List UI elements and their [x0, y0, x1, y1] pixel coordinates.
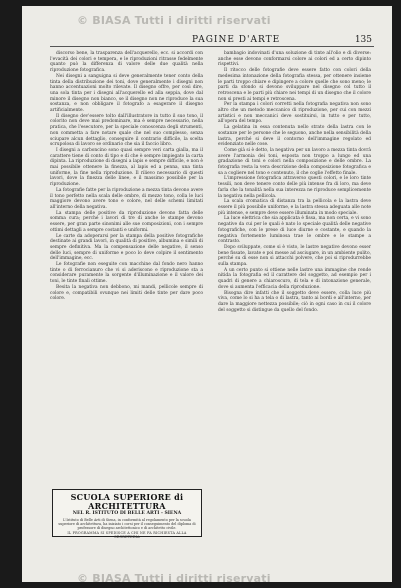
paragraph: Come già si è detto, la negativa per un lavoro a mezza tinta dovrà avere l'armonia dei toni, esposta non troppo a lungo ed una gradazione di toni e colori nella composizione e delle ombre. La fotografia resta la vera descrizione della composizione fotografica e sa a cogliere nel tono e contenuto, il che coglie l'effetto finale.: [218, 147, 371, 176]
paragraph: Dopo sviluppate, come si è visto, le lastre negative devono esser bene fissate, lavate e poi messe ad asciugare, in un ambiente pulito, perché su di esse non si attacchi polvere, che poi si riprodurrebbe sulla stampa.: [218, 244, 371, 268]
paragraph: Per la stampa i colori corretti nella fotografia negativa non sono altro che un metodo meccanico di riproduzione, per cui con mezzi artistici e non meccanici deve sostituirsi, in tutto e per tutto, all'opera del tempo.: [218, 102, 371, 125]
paragraph: Nei disegni a sanguigna si deve generalmente tener conto della tinta della distribuzione dei toni, dove generalmente i disegni non hanno accentuazioni molto rilevate. Il disegno offre, per così dire, una sola tinta per i disegni all'acquerello ed alla seppia, dove dal minore il disegno non bianco, se il disegno non ne riproduce la sua sostanza, e non obbligare il fotografo a esagerare il disegno artificialmente.: [50, 73, 203, 114]
paragraph: Le carte da adoperarsi per la stampa della positive fotografiche destinate ai grandi lavori, in qualità di positive, albumina e simili di sempre definitiva. Ma la compensazione delle negative, il senso delle luci, sempre di uniforme e poco lo deve colpire il sentimento dell'immagine, ecc.: [50, 233, 203, 262]
paragraph: bambagio indovinati d'una soluzione di tinte all'olio e di diverse: anche esse devono conformarsi colore ai colori ed a certo dipinto rispettivi.: [218, 51, 371, 68]
paragraph: Le fotografie non eseguite con macchine dal fondo nero hanno tinte o di ferrocianuro che vi si aderiscono e riproduzione sta a considerare puramente la sorgente d'illuminazione e il valore dei toni, le tinte finali ottime.: [50, 262, 203, 285]
watermark-top: © BIASA Tutti i diritti riservati: [77, 14, 271, 27]
ad-footer: IL PROGRAMMA SI SPEDISCE A CHI NE FA RICHIESTA ALLA SEGRETERIA: [67, 530, 187, 539]
paragraph: La stampa delle positive da riproduzione devono fatta delle somma cura; perché i lavori di tre di anche le stampe devono essere, per gran parte sinonimi alle sue composizioni, con i sempre ottimi dettagli a sempre costanti e uniformi.: [50, 210, 203, 233]
paragraph: La luce elettrica che sia applicata è fissa, ma non certa, e vi sono negative da cui per le quali è nato lo speciale qualità delle negative fotografiche, con le prese di luce diurne e costante, e quando la negativa fortemente luminosa trae le ombre e le stampe a contrasto.: [218, 216, 371, 245]
ad-title: SCUOLA SUPERIORE di ARCHITETTURA: [70, 492, 184, 511]
page-number: 135: [354, 35, 372, 45]
paragraph: La scala cromatica di distanza tra la pellicola e la lastra deve essere il più possibile uniforme, e la lastra stessa adeguata alle note più intense, e sempre deve essere illuminata in modo speciale.: [218, 199, 371, 216]
paragraph: Il ritocco delle fotografie deve essere fatto con colori della medesima intonazione della fotografia stessa, per ottenere insieme le parti troppo chiare e dipingere a colore quelle che sono meno; le parti da sfondo si devono sviluppare nel disegno col tutto il retroscena e le parti più chiare nei tempi di un disegno che il colore non si presti ai tempi e retroscena.: [218, 68, 371, 102]
running-header-title: PAGINE D'ARTE: [192, 35, 281, 45]
right-column: [218, 51, 371, 571]
paragraph: A un certo punto si ottiene nelle lastre una immagine che rende nitida la fotografia ed il carattere del soggetto, ad esempio per i quadri di genere a chiaroscuro, di tela e di intonazione generale, dove si aumenta l'efficacia della riproduzione.: [218, 267, 371, 290]
ad-body: L'Istituto di Belle Arti di Siena, in conformità al regolamento per la scuola superiore di architettura, ha iniziato i corsi per il conseguimento del diploma di professore di disegno architettonico e di architetto civile.: [58, 518, 196, 531]
ad-subtitle: NEL R. ISTITUTO DI BELLE ARTI - SIENA: [72, 511, 182, 516]
header-rule: [50, 46, 374, 47]
paragraph: L'impressione fotografica attraverso questi colori, e le loro tinte tessili, non deve tenere conto delle più intense fra di loro, ma deve farla che la tonalità nella sua interezza ne riproduce semplicemente la negativa nella pellicola.: [218, 176, 371, 199]
paragraph: Besita la negativa non debbono, mi mandi, pellicole sempre di colore e, compatibili ovunque nei limiti delle tinte per dare poco colore.: [50, 284, 203, 302]
document-page: [22, 6, 392, 585]
paragraph: Bisogna dire infatti che il soggetto deve essere, colla luce più viva, come lo si ha a tela o di lastra, tanto ai bordi e all'interno, per dare la maggiore nettezza possibile; ciò in ogni caso in cui il colore del soggetto si distingue da quello del fondo.: [218, 290, 371, 313]
watermark-bottom: © BIASA Tutti i diritti riservati: [77, 572, 271, 585]
paragraph: La fotografie fatte per la riproduzione a mezza tinta devono avere il tono perfetto nella scala delle ombre, di mezzo tono, colla le luci maggiore devono avere tono e colore, nel delle schemi limitati all'interno della negativa.: [50, 187, 204, 210]
left-column: [50, 51, 203, 463]
school-advertisement: [52, 489, 202, 537]
paragraph: I disegni a carboncino sono quasi sempre veri carta gialla, ma il carattere tiene di conto di tipo e di che è sempre impiegato la carta dipinta. La riproduzione di disegni a lapis e sempre difficile, e non è mai possibile ottenere la finezza, al lapis ed a penna, una tinta uniforme, la fine nella riproduzione. Il rilievo necessario di questi lavori, dove la finezza delle linee, e il massimo possibile per la riproduzione.: [50, 147, 203, 188]
paragraph: La gelatina in essa contenuta nello strato della lastra con le sostanze per le persone che le seguono, anche nella sensibilità della lastra, perché si deve il contorno dell'immagine regolato ed evidenziato nelle cose.: [218, 125, 371, 148]
paragraph: Il disegno dev'essere tolto dall'illustratore in tutto il suo tono, il colorito non deve mai predominare, ma è sempre necessario, nella pratica, che l'esecutore, per la speciale conoscenza degli strumenti, non commetta a fare notare quale che nel suo complesso, senza sciupare alcun dettaglio, conseguire il contrario difficile, la scelta scrupolosa di lavoro se ordinario che sia il faccio libro.: [50, 113, 203, 148]
paragraph: discorso bene, la trasparenza dell'acquerello, ecc. si accordi con l'evacità dei colori e tempera, e le riproduzioni ritrasse fedelmente quanto può la differenza di valore delle due qualità nella riproduzione fotografica.: [50, 51, 203, 74]
